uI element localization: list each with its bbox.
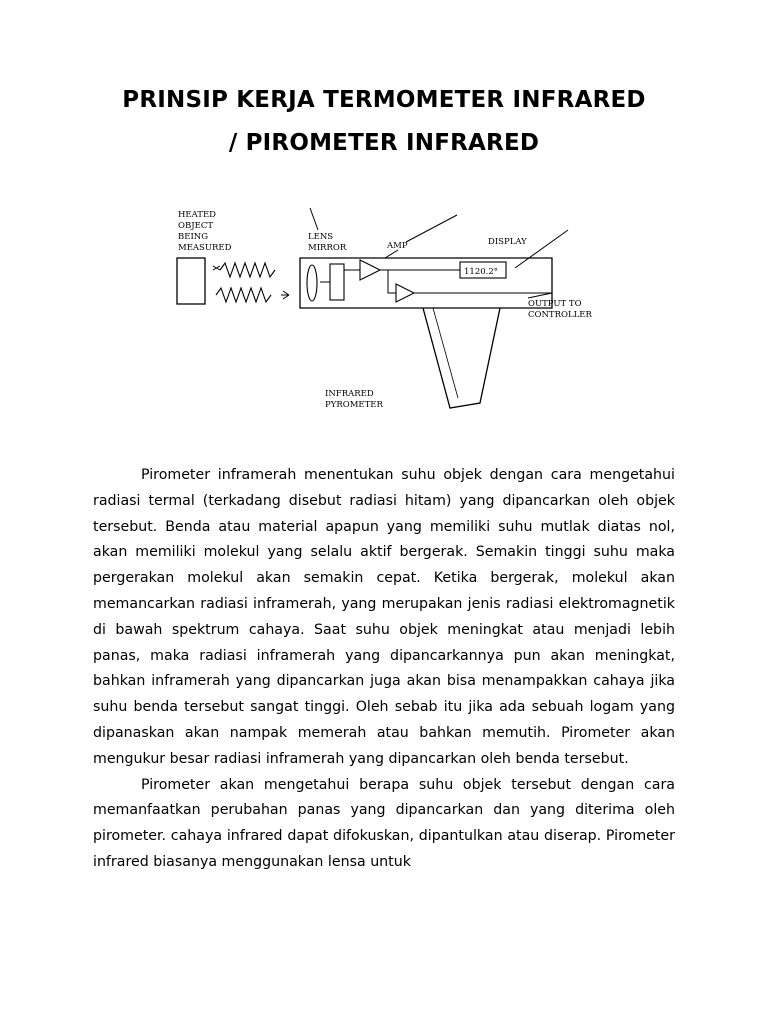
arrow-left-icon: [213, 266, 220, 270]
label-display: DISPLAY: [488, 237, 527, 247]
lens-icon: [307, 265, 317, 301]
label-being: BEING: [178, 232, 209, 242]
display-value: 1120.2°: [464, 267, 498, 277]
caption-infrared: INFRARED: [325, 389, 374, 399]
label-heated: HEATED: [178, 210, 216, 220]
leader-amp: [406, 215, 457, 242]
radiation-wave-bottom: [216, 288, 271, 302]
radiation-wave-top: [220, 263, 275, 277]
detector-block: [330, 264, 344, 300]
paragraph-2: Pirometer akan mengetahui berapa suhu objek tersebut dengan cara memanfaatkan perubahan panas yang dipancarkan dan yang diterima oleh pirometer. cahaya infrared dapat difokuskan, dipantulkan atau diserap. Pirometer infrared biasanya menggunakan lensa untuk: [93, 776, 675, 870]
caption-pyrometer: PYROMETER: [325, 400, 383, 410]
amp-lower-icon: [396, 284, 414, 302]
heated-object-block: [177, 258, 205, 304]
leader-output: [528, 293, 552, 298]
leader-lens: [310, 208, 318, 230]
document-body: [93, 463, 675, 876]
pyrometer-handle: [423, 308, 500, 408]
pyrometer-handle-inner: [433, 308, 458, 398]
document-title-line-1: PRINSIP KERJA TERMOMETER INFRARED: [122, 87, 646, 113]
amp-upper-icon: [360, 260, 380, 280]
label-amp: AMP: [387, 241, 408, 251]
arrow-right-icon: [281, 291, 289, 299]
paragraph-1: Pirometer inframerah menentukan suhu objek dengan cara mengetahui radiasi termal (terkadang disebut radiasi hitam) yang dipancarkan oleh objek tersebut. Benda atau material apapun yang memiliki suhu mutlak diatas nol, akan memiliki molekul yang selalu aktif bergerak. Semakin tinggi suhu maka pergerakan molekul akan semakin cepat. Ketika bergerak, molekul akan memancarkan radiasi inframerah, yang merupakan jenis radiasi elektromagnetik di bawah spektrum cahaya. Saat suhu objek meningkat atau menjadi lebih panas, maka radiasi inframerah yang dipancarkannya pun akan meningkat, bahkan inframerah yang dipancarkan juga akan bisa menampakkan cahaya jika suhu benda tersebut sangat tinggi. Oleh sebab itu jika ada sebuah logam yang dipanaskan akan nampak memerah atau bahkan memutih. Pirometer akan mengukur besar radiasi inframerah yang dipancarkan oleh benda tersebut.: [93, 467, 675, 767]
leader-display: [515, 230, 568, 268]
wire-3: [388, 270, 396, 293]
label-controller: CONTROLLER: [528, 310, 592, 320]
document-title-line-2: / PIROMETER INFRARED: [228, 130, 540, 156]
label-output-to: OUTPUT TO: [528, 299, 582, 309]
infrared-pyrometer-diagram: [170, 198, 600, 418]
label-measured: MEASURED: [178, 243, 232, 253]
leader-amp-short: [385, 250, 398, 258]
label-lens: LENS: [308, 232, 334, 242]
label-object: OBJECT: [178, 221, 214, 231]
label-mirror: MIRROR: [308, 243, 347, 253]
